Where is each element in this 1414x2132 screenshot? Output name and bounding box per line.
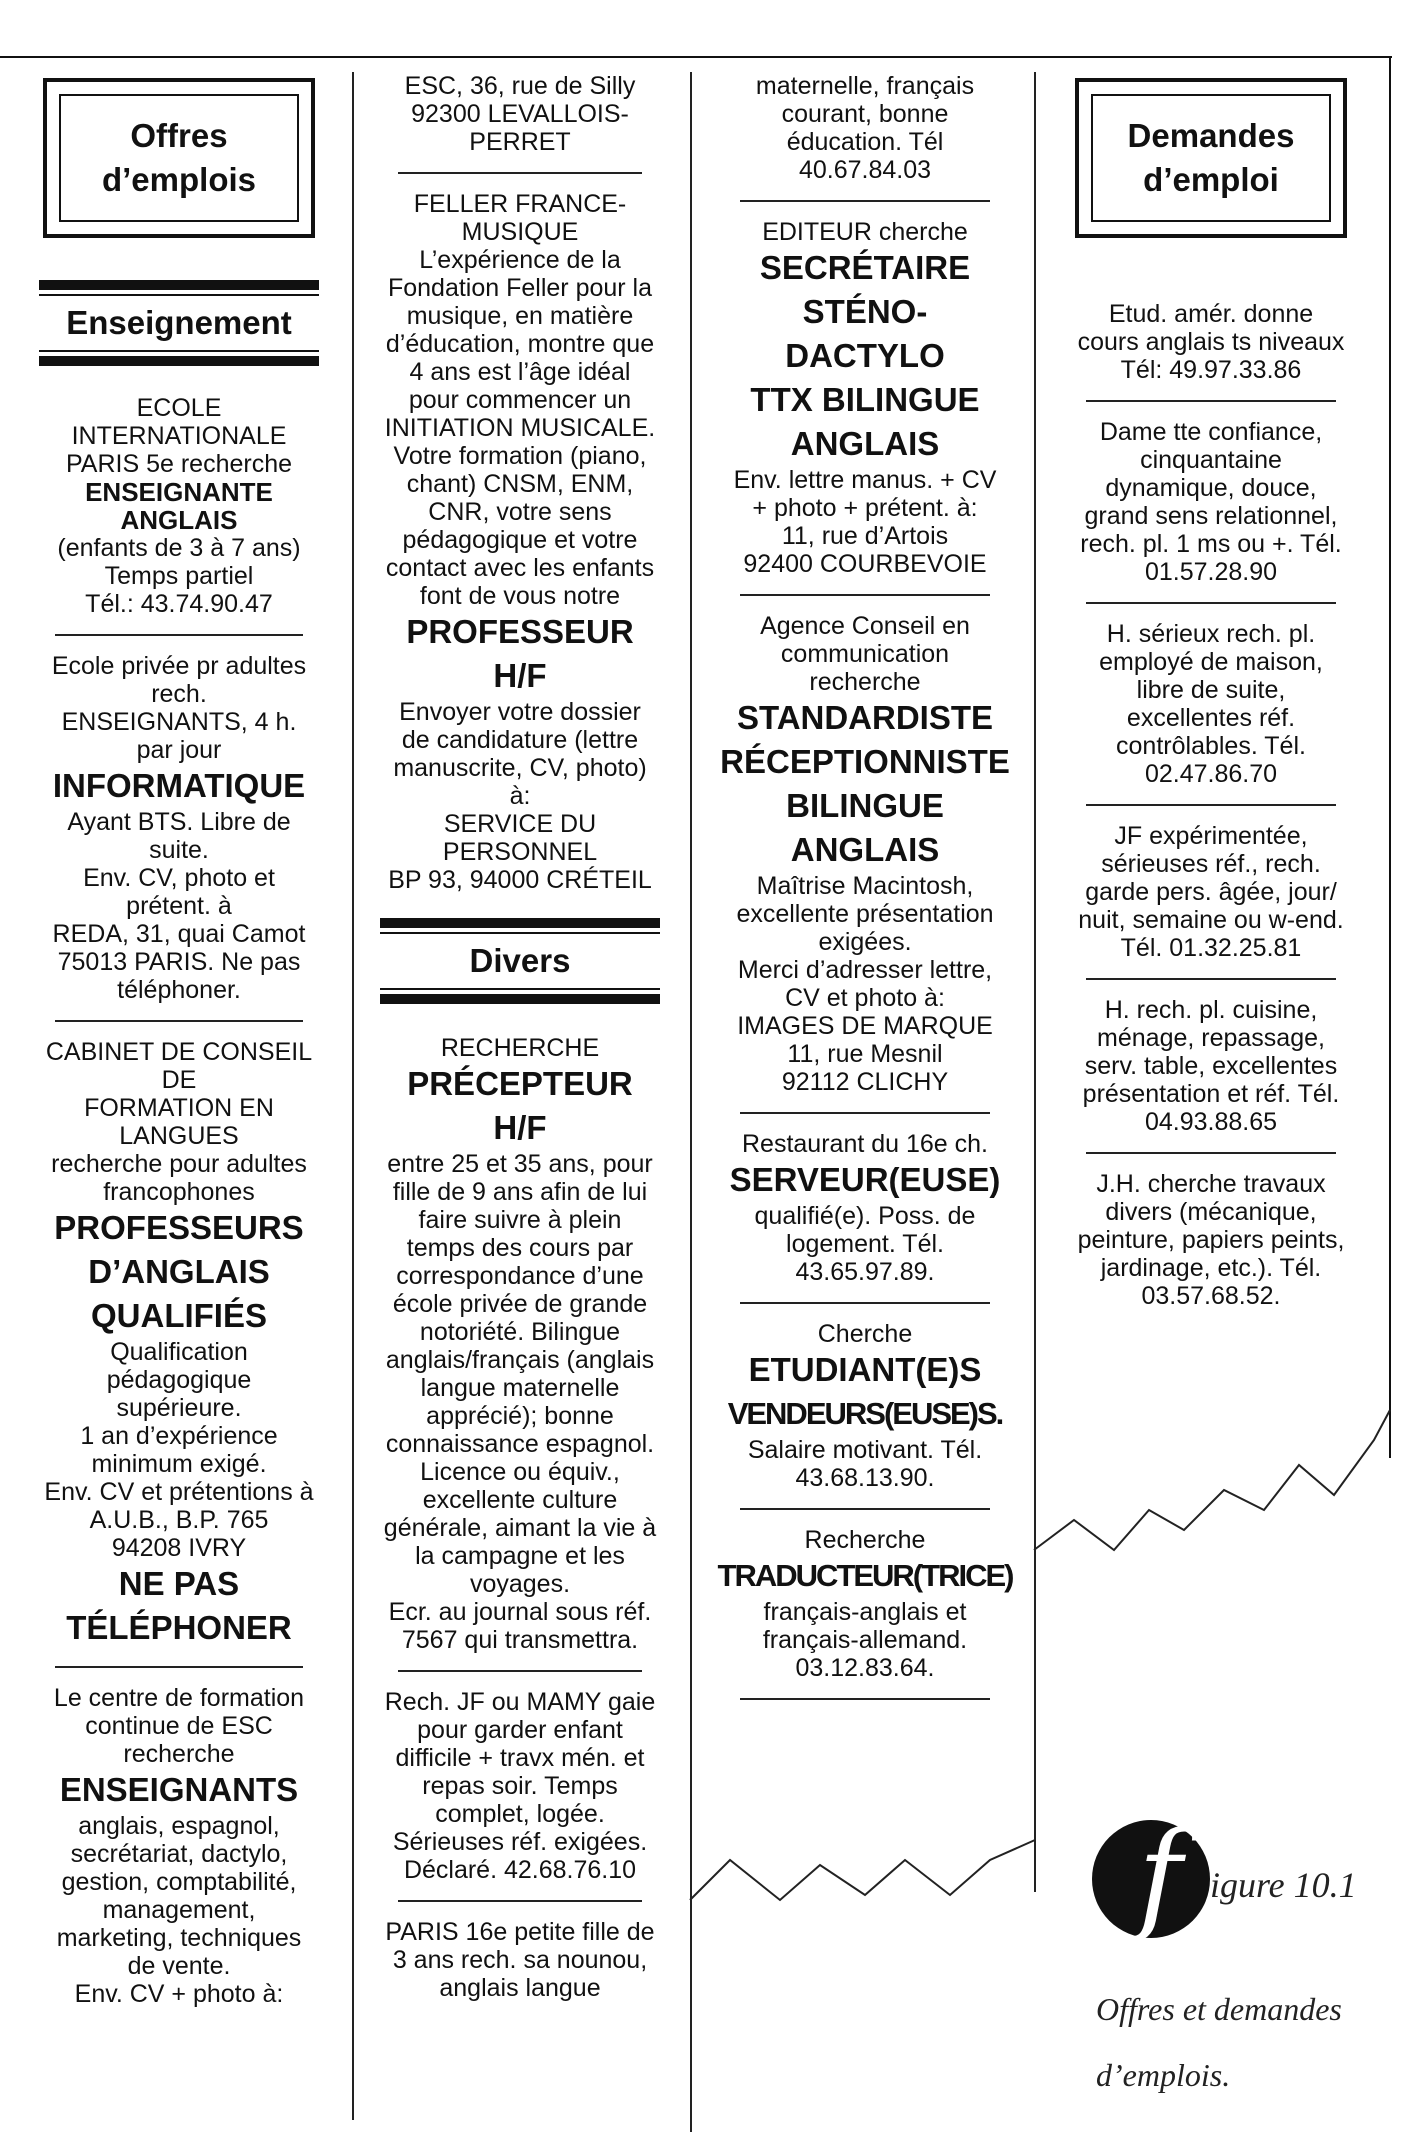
- ad-highlight: ENSEIGNANTS: [59, 1771, 299, 1808]
- ad-body: qualifié(e). Poss. de logement. Tél. 43.65.97.89.: [754, 1202, 976, 1286]
- ad-separator: [55, 1666, 303, 1668]
- ad-intro: CABINET DE CONSEIL DE FORMATION EN LANGUES recherche pour adultes francophones: [45, 1038, 313, 1206]
- section-enseignement: [39, 280, 319, 366]
- section-thin-bottom: [380, 988, 660, 990]
- ad-intro: Recherche: [804, 1526, 926, 1554]
- ad-cabinet-conseil: [16, 1038, 342, 1650]
- figure-emblem-letter: f: [1137, 1807, 1183, 1946]
- ad-body: Dame tte confiance, cinquantaine dynamique, douce, grand sens relationnel, rech. pl. 1 ms ou +. Tél. 01.57.28.90: [1080, 418, 1342, 586]
- ad-intro: Agence Conseil en communication recherche: [760, 612, 970, 696]
- ad-body: Qualification pédagogique supérieure. 1 an d’expérience minimum exigé. Env. CV et prétentions à A.U.B., B.P. 765 94208 IVRY: [44, 1338, 314, 1562]
- ad-body: entre 25 et 35 ans, pour fille de 9 ans afin de lui faire suivre à plein temps des cours par correspondance d’une école privée de grande notoriété. Bilingue anglais/français (anglais langue maternelle apprécié); bonne connaissance espagnol. Licence ou équiv., excellente culture générale, aimant la vie à la campagne et les voyages. Ecr. au journal sous réf. 7567 qui transmettra.: [383, 1150, 657, 1654]
- demande-ad-1: [1046, 300, 1376, 384]
- column-divider-2: [690, 72, 692, 2132]
- ad-separator: [1086, 400, 1337, 402]
- ad-intro: Le centre de formation continue de ESC recherche: [53, 1684, 305, 1768]
- ad-traducteur: [700, 1526, 1030, 1682]
- ad-body: H. sérieux rech. pl. employé de maison, libre de suite, excellentes réf. contrôlables. Tél. 02.47.86.70: [1099, 620, 1323, 788]
- ad-body: Rech. JF ou MAMY gaie pour garder enfant difficile + travx mén. et repas soir. Temps complet, logée. Sérieuses réf. exigées. Déclaré. 42.68.76.10: [384, 1688, 656, 1884]
- ad-intro: FELLER FRANCE- MUSIQUE L’expérience de la Fondation Feller pour la musique, en matière d’éducation, montre que 4 ans est l’âge idéal pour commencer un INITIATION MUSICALE. Votre formation (piano, chant) CNSM, ENM, CNR, votre sens pédagogique et votre contact avec les enfants font de vous notre: [384, 190, 656, 610]
- ad-intro: ECOLE INTERNATIONALE PARIS 5e recherche: [65, 394, 293, 478]
- torn-edge-col4: [1034, 1400, 1394, 1600]
- section-title: Enseignement: [66, 304, 292, 341]
- ad-body: Ayant BTS. Libre de suite. Env. CV, photo et prétent. à REDA, 31, quai Camot 75013 PARIS. Ne pas téléphoner.: [52, 808, 306, 1004]
- ad-feller: [360, 190, 680, 894]
- ad-highlight: SECRÉTAIRE STÉNO- DACTYLO TTX BILINGUE ANGLAIS: [750, 249, 980, 462]
- ad-body: JF expérimentée, sérieuses réf., rech. garde pers. âgée, jour/ nuit, semaine ou w-end. Tél. 01.32.25.81: [1078, 822, 1344, 962]
- ad-body: H. rech. pl. cuisine, ménage, repassage, serv. table, excellentes présentation et réf. Tél. 04.93.88.65: [1082, 996, 1340, 1136]
- ad-separator: [740, 1508, 991, 1510]
- ad-separator: [1086, 978, 1337, 980]
- section-thin-top: [39, 294, 319, 296]
- ad-intro: Cherche: [817, 1320, 913, 1348]
- figure-caption: Offres et demandes d’emplois.: [1096, 1991, 1342, 2093]
- demande-ad-3: [1046, 620, 1376, 788]
- ad-separator: [1086, 804, 1337, 806]
- ad-intro: Ecole privée pr adultes rech. ENSEIGNANTS, 4 h. par jour: [51, 652, 307, 764]
- ad-body: (enfants de 3 à 7 ans) Temps partiel Tél.: 43.74.90.47: [57, 534, 301, 618]
- section-bar-bottom: [380, 994, 660, 1004]
- ad-intro: EDITEUR cherche: [762, 218, 968, 246]
- ad-highlight: ENSEIGNANTE ANGLAIS: [85, 477, 273, 535]
- ad-precepteur: [360, 1034, 680, 1654]
- ad-ecole-privee: [16, 652, 342, 1004]
- demande-ad-2: [1046, 418, 1376, 586]
- ad-etudiants: [700, 1320, 1030, 1492]
- ad-highlight: INFORMATIQUE: [52, 767, 306, 804]
- ad-jf-mamy: [360, 1688, 680, 1884]
- column-offres-3: [700, 72, 1030, 1716]
- ad-highlight: SERVEUR(EUSE): [729, 1161, 1001, 1198]
- ad-separator: [740, 1302, 991, 1304]
- ad-separator: [1086, 602, 1337, 604]
- ad-separator: [55, 634, 303, 636]
- column-divider-1: [352, 72, 354, 2120]
- ad-highlight-2: NE PAS TÉLÉPHONER: [66, 1565, 292, 1646]
- ad-intro: Restaurant du 16e ch.: [742, 1130, 988, 1158]
- ad-highlight: PROFESSEUR H/F: [406, 613, 634, 694]
- ad-editeur: [700, 218, 1030, 578]
- ad-separator: [398, 172, 641, 174]
- ad-body: maternelle, français courant, bonne éducation. Tél 40.67.84.03: [755, 72, 975, 184]
- ad-body: Maîtrise Macintosh, excellente présentation exigées. Merci d’adresser lettre, CV et photo à: IMAGES DE MARQUE 11, rue Mesnil 92112 CLICHY: [736, 872, 994, 1096]
- ad-body: Etud. amér. donne cours anglais ts niveaux Tél: 49.97.33.86: [1077, 300, 1345, 384]
- ad-body: français-anglais et français-allemand. 03.12.83.64.: [762, 1598, 968, 1682]
- ad-separator: [398, 1900, 641, 1902]
- offres-header-title: Offres d’emplois: [59, 94, 299, 222]
- ad-body: anglais, espagnol, secrétariat, dactylo, gestion, comptabilité, management, marketing, techniques de vente. Env. CV + photo à:: [56, 1812, 302, 2008]
- offres-header-box: [43, 78, 315, 238]
- ad-highlight-narrow: TRADUCTEUR(TRICE): [717, 1558, 1013, 1593]
- ad-body: Env. lettre manus. + CV + photo + prétent. à: 11, rue d’Artois 92400 COURBEVOIE: [733, 466, 997, 578]
- ad-highlight-narrow: VENDEURS(EUSE)S.: [727, 1396, 1003, 1431]
- ad-body: PARIS 16e petite fille de 3 ans rech. sa nounou, anglais langue: [385, 1918, 655, 2002]
- ad-body: J.H. cherche travaux divers (mécanique, peinture, papiers peints, jardinage, etc.). Tél. 03.57.68.52.: [1077, 1170, 1345, 1310]
- ad-separator: [740, 1112, 991, 1114]
- top-rule: [0, 56, 1392, 58]
- ad-body: ESC, 36, rue de Silly 92300 LEVALLOIS- PERRET: [404, 72, 636, 156]
- section-bar-top: [39, 280, 319, 290]
- section-divers: [380, 918, 660, 1004]
- ad-body: Envoyer votre dossier de candidature (lettre manuscrite, CV, photo) à: SERVICE DU PERSONNEL BP 93, 94000 CRÉTEIL: [388, 698, 652, 894]
- ad-esc-address: [360, 72, 680, 156]
- demande-ad-4: [1046, 822, 1376, 962]
- ad-ecole-internationale: [16, 394, 342, 618]
- ad-separator: [55, 1020, 303, 1022]
- section-bar-top: [380, 918, 660, 928]
- ad-separator: [740, 200, 991, 202]
- ad-nounou-continued: [700, 72, 1030, 184]
- ad-agence-conseil: [700, 612, 1030, 1096]
- ad-highlight: STANDARDISTE RÉCEPTIONNISTE BILINGUE ANGLAIS: [720, 699, 1010, 868]
- ad-body: Salaire motivant. Tél. 43.68.13.90.: [747, 1436, 983, 1492]
- column-demandes: [1046, 72, 1376, 1310]
- ad-intro: RECHERCHE: [440, 1034, 600, 1062]
- figure-f-emblem: [1092, 1807, 1210, 1946]
- section-bar-bottom: [39, 356, 319, 366]
- ad-separator: [740, 1698, 991, 1700]
- demande-ad-6: [1046, 1170, 1376, 1310]
- ad-separator: [1086, 1152, 1337, 1154]
- section-title: Divers: [469, 942, 571, 979]
- section-thin-top: [380, 932, 660, 934]
- figure-number: igure 10.1: [1210, 1865, 1357, 1905]
- ad-highlight: PRÉCEPTEUR H/F: [407, 1065, 633, 1146]
- ad-restaurant: [700, 1130, 1030, 1286]
- demande-ad-5: [1046, 996, 1376, 1136]
- column-offres-1: [16, 72, 342, 2008]
- torn-edge-col3: [690, 1840, 1040, 1920]
- ad-highlight: PROFESSEURS D’ANGLAIS QUALIFIÉS: [54, 1209, 304, 1334]
- ad-centre-formation: [16, 1684, 342, 2008]
- ad-separator: [740, 594, 991, 596]
- ad-separator: [398, 1670, 641, 1672]
- right-rule: [1389, 56, 1391, 1458]
- column-divider-3: [1034, 72, 1036, 1892]
- ad-highlight: ETUDIANT(E)S: [748, 1351, 982, 1388]
- section-thin-bottom: [39, 350, 319, 352]
- ad-nounou: [360, 1918, 680, 2002]
- demandes-header-box: [1075, 78, 1347, 238]
- column-offres-2: [360, 72, 680, 2002]
- demandes-header-title: Demandes d’emploi: [1091, 94, 1331, 222]
